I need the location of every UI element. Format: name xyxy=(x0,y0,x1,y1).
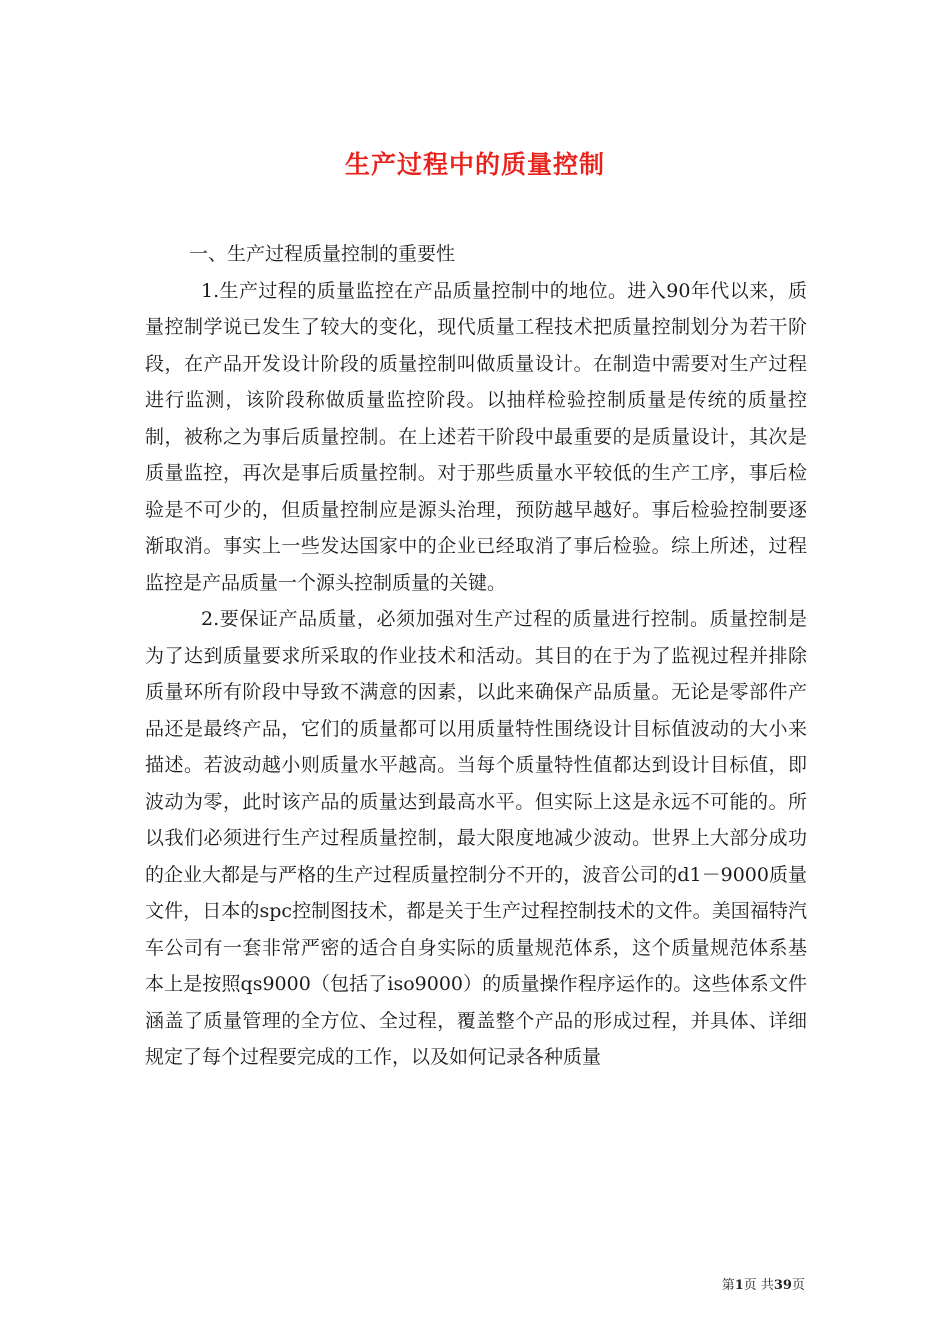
paragraph-2: 2.要保证产品质量，必须加强对生产过程的质量进行控制。质量控制是为了达到质量要求所采取的作业技术和活动。其目的在于为了监视过程并排除质量环所有阶段中导致不满意的因素，以此来确保产品质量。无论是零部件产品还是最终产品，它们的质量都可以用质量特性围绕设计目标值波动的大小来描述。若波动越小则质量水平越高。当每个质量特性值都达到设计目标值，即波动为零，此时该产品的质量达到最高水平。但实际上这是永远不可能的。所以我们必须进行生产过程质量控制，最大限度地减少波动。世界上大部分成功的企业大都是与严格的生产过程质量控制分不开的，波音公司的d1－9000质量文件，日本的spc控制图技术，都是关于生产过程控制技术的文件。美国福特汽车公司有一套非常严密的适合自身实际的质量规范体系，这个质量规范体系基本上是按照qs9000（包括了iso9000）的质量操作程序运作的。这些体系文件涵盖了质量管理的全方位、全过程，覆盖整个产品的形成过程，并具体、详细规定了每个过程要完成的工作，以及如何记录各种质量 xyxy=(145,608,807,1068)
total-pages-number: 39 xyxy=(773,1278,792,1293)
document-title: 生产过程中的质量控制 xyxy=(344,149,605,179)
footer-suffix: 页 xyxy=(791,1278,805,1293)
section-heading: 一、生产过程质量控制的重要性 xyxy=(189,243,456,265)
document-body xyxy=(145,236,807,1076)
footer-middle: 页 共 xyxy=(743,1278,774,1293)
current-page-number: 1 xyxy=(734,1278,744,1293)
page-footer xyxy=(722,1276,805,1296)
paragraph-1: 1.生产过程的质量监控在产品质量控制中的地位。进入90年代以来，质量控制学说已发生了较大的变化，现代质量工程技术把质量控制划分为若干阶段，在产品开发设计阶段的质量控制叫做质量设计。在制造中需要对生产过程进行监测，该阶段称做质量监控阶段。以抽样检验控制质量是传统的质量控制，被称之为事后质量控制。在上述若干阶段中最重要的是质量设计，其次是质量监控，再次是事后质量控制。对于那些质量水平较低的生产工序，事后检验是不可少的，但质量控制应是源头治理，预防越早越好。事后检验控制要逐渐取消。事实上一些发达国家中的企业已经取消了事后检验。综上所述，过程监控是产品质量一个源头控制质量的关键。 xyxy=(145,279,807,594)
footer-prefix: 第 xyxy=(721,1278,735,1293)
